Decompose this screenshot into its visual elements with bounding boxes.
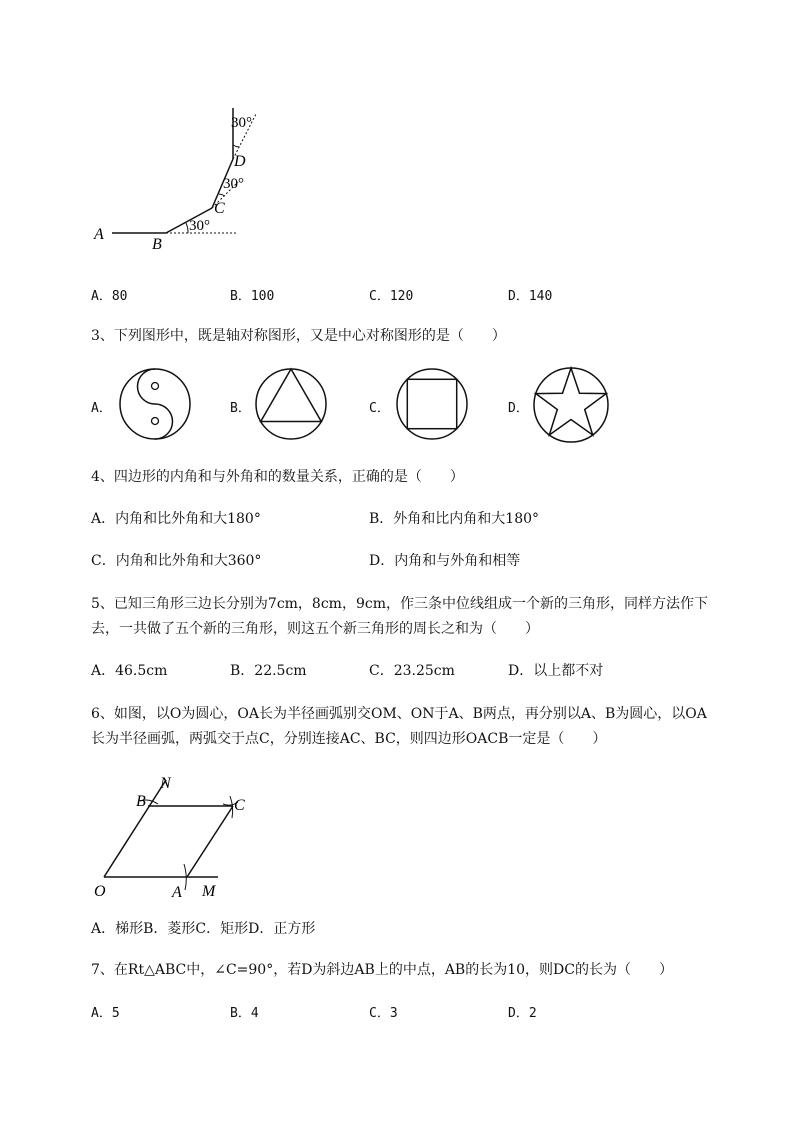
- segment-ac: [187, 806, 233, 877]
- label-a: A: [172, 884, 182, 901]
- q7-option-b[interactable]: B．4: [230, 1006, 259, 1021]
- angle-label-d: 30°: [231, 115, 252, 131]
- label-n: N: [160, 775, 171, 792]
- q2-option-b[interactable]: B．100: [230, 289, 275, 304]
- label-c: C: [234, 797, 245, 814]
- arc-at-c-2: [230, 796, 233, 818]
- q3-option-a-label[interactable]: A．: [91, 401, 112, 416]
- label-a: A: [94, 226, 104, 243]
- q5-stem-line2: 去，一共做了五个新的三角形，则这五个新三角形的周长之和为（ ）: [91, 621, 539, 637]
- q2-option-a[interactable]: A．80: [91, 289, 128, 304]
- q6-stem-line1: 6、如图，以O为圆心，OA长为半径画弧别交OM、ON于A、B两点，再分别以A、B为圆心，以OA: [91, 706, 707, 722]
- angle-arc-d: [233, 145, 239, 147]
- q7-stem: 7、在Rt△ABC中，∠C=90°，若D为斜边AB上的中点，AB的长为10，则DC的长为（ ）: [91, 962, 673, 978]
- q5-stem-line1: 5、已知三角形三边长分别为7cm，8cm，9cm，作三条中位线组成一个新的三角形，同样方法作下: [91, 596, 708, 612]
- q5-option-d[interactable]: D．以上都不对: [508, 663, 604, 679]
- label-c: C: [214, 200, 225, 217]
- q2-option-d[interactable]: D．140: [508, 289, 553, 304]
- q5-option-c[interactable]: C．23.25cm: [369, 663, 455, 679]
- q6-options[interactable]: A．梯形B．菱形C．矩形D．正方形: [91, 921, 316, 937]
- angle-arc-c: [219, 194, 225, 196]
- label-b: B: [152, 236, 162, 253]
- q3-option-b-label[interactable]: B．: [230, 401, 251, 416]
- circle-star-icon[interactable]: [532, 366, 610, 444]
- circle-triangle-icon[interactable]: [254, 367, 328, 441]
- bent-path-figure: [88, 100, 268, 260]
- label-m: M: [202, 883, 216, 900]
- label-o: O: [94, 883, 106, 900]
- q3-option-d-label[interactable]: D．: [508, 401, 529, 416]
- ray-on: [104, 780, 166, 877]
- angle-label-b: 30°: [189, 218, 210, 234]
- q6-stem-line2: 长为半径画弧，两弧交于点C，分别连接AC、BC，则四边形OACB一定是（ ）: [91, 731, 607, 747]
- angle-arc-b: [186, 223, 188, 233]
- q5-option-a[interactable]: A．46.5cm: [91, 663, 168, 679]
- q4-option-b[interactable]: B．外角和比内角和大180°: [369, 511, 540, 527]
- q3-option-c-label[interactable]: C．: [369, 401, 390, 416]
- q5-option-b[interactable]: B．22.5cm: [230, 663, 307, 679]
- label-b: B: [136, 793, 146, 810]
- yin-yang-icon[interactable]: [118, 367, 192, 441]
- q4-stem: 4、四边形的内角和与外角和的数量关系，正确的是（ ）: [91, 469, 464, 485]
- q7-option-d[interactable]: D．2: [508, 1006, 537, 1021]
- q4-option-d[interactable]: D．内角和与外角和相等: [369, 553, 521, 569]
- rhombus-construction-figure: [88, 770, 258, 905]
- q4-option-a[interactable]: A．内角和比外角和大180°: [91, 511, 261, 527]
- q7-option-c[interactable]: C．3: [369, 1006, 398, 1021]
- angle-label-c: 30°: [223, 176, 244, 192]
- q2-option-c[interactable]: C．120: [369, 289, 414, 304]
- label-d: D: [234, 153, 246, 170]
- q3-stem: 3、下列图形中，既是轴对称图形，又是中心对称图形的是（ ）: [91, 328, 506, 344]
- q7-option-a[interactable]: A．5: [91, 1006, 120, 1021]
- q4-option-c[interactable]: C．内角和比外角和大360°: [91, 553, 262, 569]
- circle-square-icon[interactable]: [395, 367, 469, 441]
